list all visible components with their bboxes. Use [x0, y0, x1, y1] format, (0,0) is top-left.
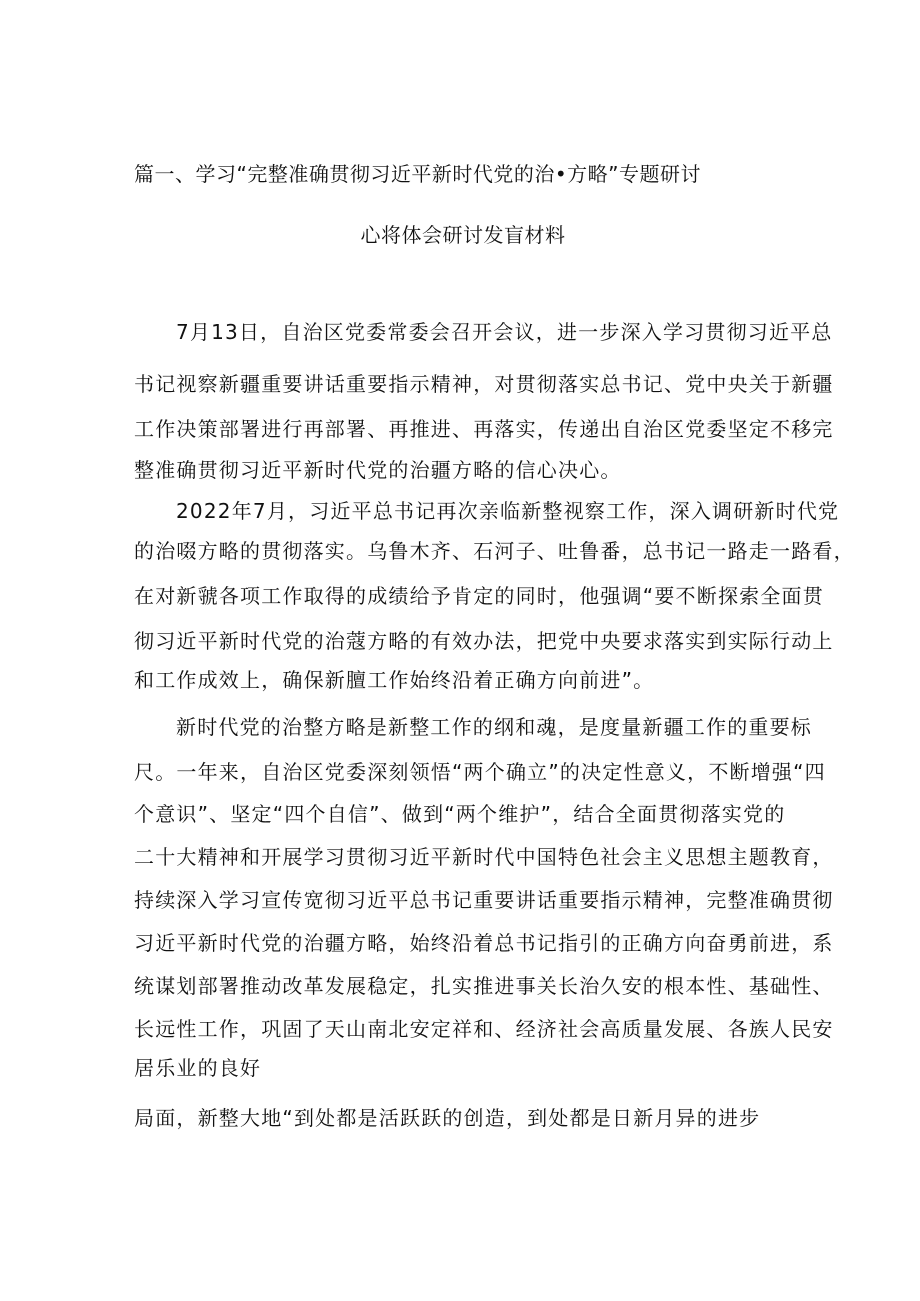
body-line: 在对新虢各项工作取得的成绩给予肯定的同时，他强调“要不断探索全面贯 [134, 584, 824, 608]
body-line: 二十大精神和开展学习贯彻习近平新时代中国特色社会主义思想主题教育， [134, 845, 834, 869]
body-line: 长远性工作，巩固了天山南北安定祥和、经济社会高质量发展、各族人民安 [134, 1017, 834, 1041]
body-line: 居乐业的良好 [134, 1056, 262, 1080]
body-line: 整准确贯彻习近平新时代党的治疆方略的信心决心。 [134, 458, 622, 482]
body-line: 习近平新时代党的治疆方略，始终沿着总书记指引的正确方向奋勇前进，系 [134, 931, 834, 955]
body-line: 个意识”、坚定“四个自信”、做到“两个维护”，结合全面贯彻落实党的 [134, 802, 786, 826]
body-line: 新时代党的治整方略是新整工作的纲和魂，是度量新疆工作的重要标 [176, 715, 812, 739]
body-line: 彻习近平新时代党的治蔻方略的有效办法，把党中央要求落实到实际行动上 [134, 629, 834, 653]
body-line: 和工作成效上，确保新膻工作始终沿着正确方向前进”。 [134, 668, 655, 692]
body-line: 持续深入学习宣传宽彻习近平总书记重要讲话重要指示精神，完整准确贯彻 [134, 888, 834, 912]
body-line: 书记视察新疆重要讲话重要指示精神，对贯彻落实总书记、党中央关于新疆 [134, 372, 834, 396]
body-line: 2022年7月，习近平总书记再次亲临新整视察工作，深入调研新时代党 [176, 499, 840, 523]
body-line: 7月13日，自治区党委常委会召开会议，进一步深入学习贯彻习近平总 [176, 320, 833, 344]
body-line: 统谋划部署推动改革发展稳定，扎实推进事关长治久安的根本性、基础性、 [134, 974, 834, 998]
document-title-line-2: 心将体会研讨发盲材料 [360, 223, 566, 247]
document-title-line-1: 篇一、学习“完整准确贯彻习近平新时代党的治•方略”专题研讨 [134, 162, 702, 186]
body-line: 尺。一年来，自治区党委深刻领悟“两个确立”的决定性意义，不断增强“四 [134, 760, 826, 784]
body-line: 工作决策部署进行再部署、再推进、再落实，传递出自治区党委坚定不移完 [134, 417, 834, 441]
body-line: 的治啜方略的贯彻落实。乌鲁木齐、石河子、吐鲁番，总书记一路走一路看， [134, 539, 855, 563]
body-line: 局面，新整大地“到处都是活跃跃的创造，到处都是日新月异的进步 [134, 1106, 761, 1130]
